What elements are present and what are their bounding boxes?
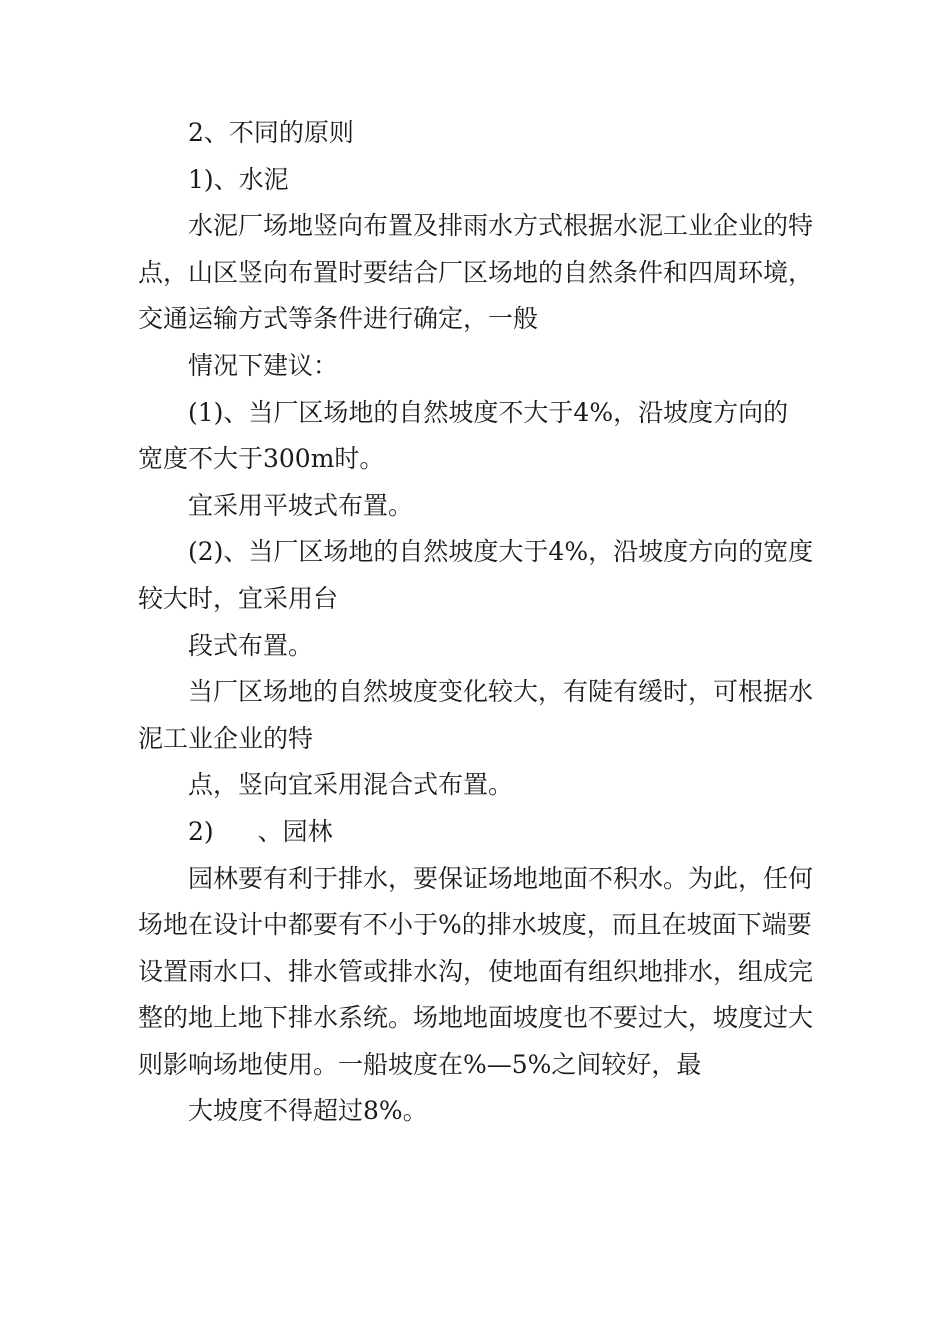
document-body xyxy=(138,110,838,1135)
paragraph-line: 宽度不大于300m时。 xyxy=(138,444,385,474)
subheading-landscape xyxy=(138,809,838,856)
paragraph-line: 泥工业企业的特 xyxy=(138,723,314,753)
paragraph-line: 场地在设计中都要有不小于%的排水坡度，而且在坡面下端要 xyxy=(138,910,812,940)
subheading-title: 、园林 xyxy=(257,816,333,846)
list-item-2: (2)、当厂区场地的自然坡度大于4%，沿坡度方向的宽度 xyxy=(188,537,814,567)
paragraph-line: 较大时，宜采用台 xyxy=(138,583,339,613)
paragraph-line: 宜采用平坡式布置。 xyxy=(188,490,414,520)
paragraph-line: 水泥厂场地竖向布置及排雨水方式根据水泥工业企业的特 xyxy=(188,211,814,241)
paragraph-line: 当厂区场地的自然坡度变化较大，有陡有缓时，可根据水 xyxy=(188,677,814,707)
paragraph-line: 大坡度不得超过8%。 xyxy=(188,1096,428,1126)
list-item-1: (1)、当厂区场地的自然坡度不大于4%，沿坡度方向的 xyxy=(188,397,789,427)
paragraph-line: 设置雨水口、排水管或排水沟，使地面有组织地排水，组成完 xyxy=(138,956,814,986)
paragraph-line: 点，山区竖向布置时要结合厂区场地的自然条件和四周环境， xyxy=(138,257,814,287)
subheading-cement: 1)、水泥 xyxy=(188,164,289,194)
paragraph-line: 则影响场地使用。一船坡度在%—5%之间较好，最 xyxy=(138,1049,702,1079)
paragraph-line: 点，竖向宜采用混合式布置。 xyxy=(188,770,514,800)
paragraph-line: 情况下建议： xyxy=(188,350,339,380)
subheading-number: 2) xyxy=(188,816,214,846)
paragraph-line: 整的地上地下排水系统。场地地面坡度也不要过大，坡度过大 xyxy=(138,1003,814,1033)
paragraph-line: 交通运输方式等条件进行确定，一般 xyxy=(138,304,539,334)
heading-different-principles: 2、不同的原则 xyxy=(188,118,354,147)
paragraph-line: 园林要有利于排水，要保证场地地面不积水。为此，任何 xyxy=(188,863,814,893)
paragraph-line: 段式布置。 xyxy=(188,630,314,660)
